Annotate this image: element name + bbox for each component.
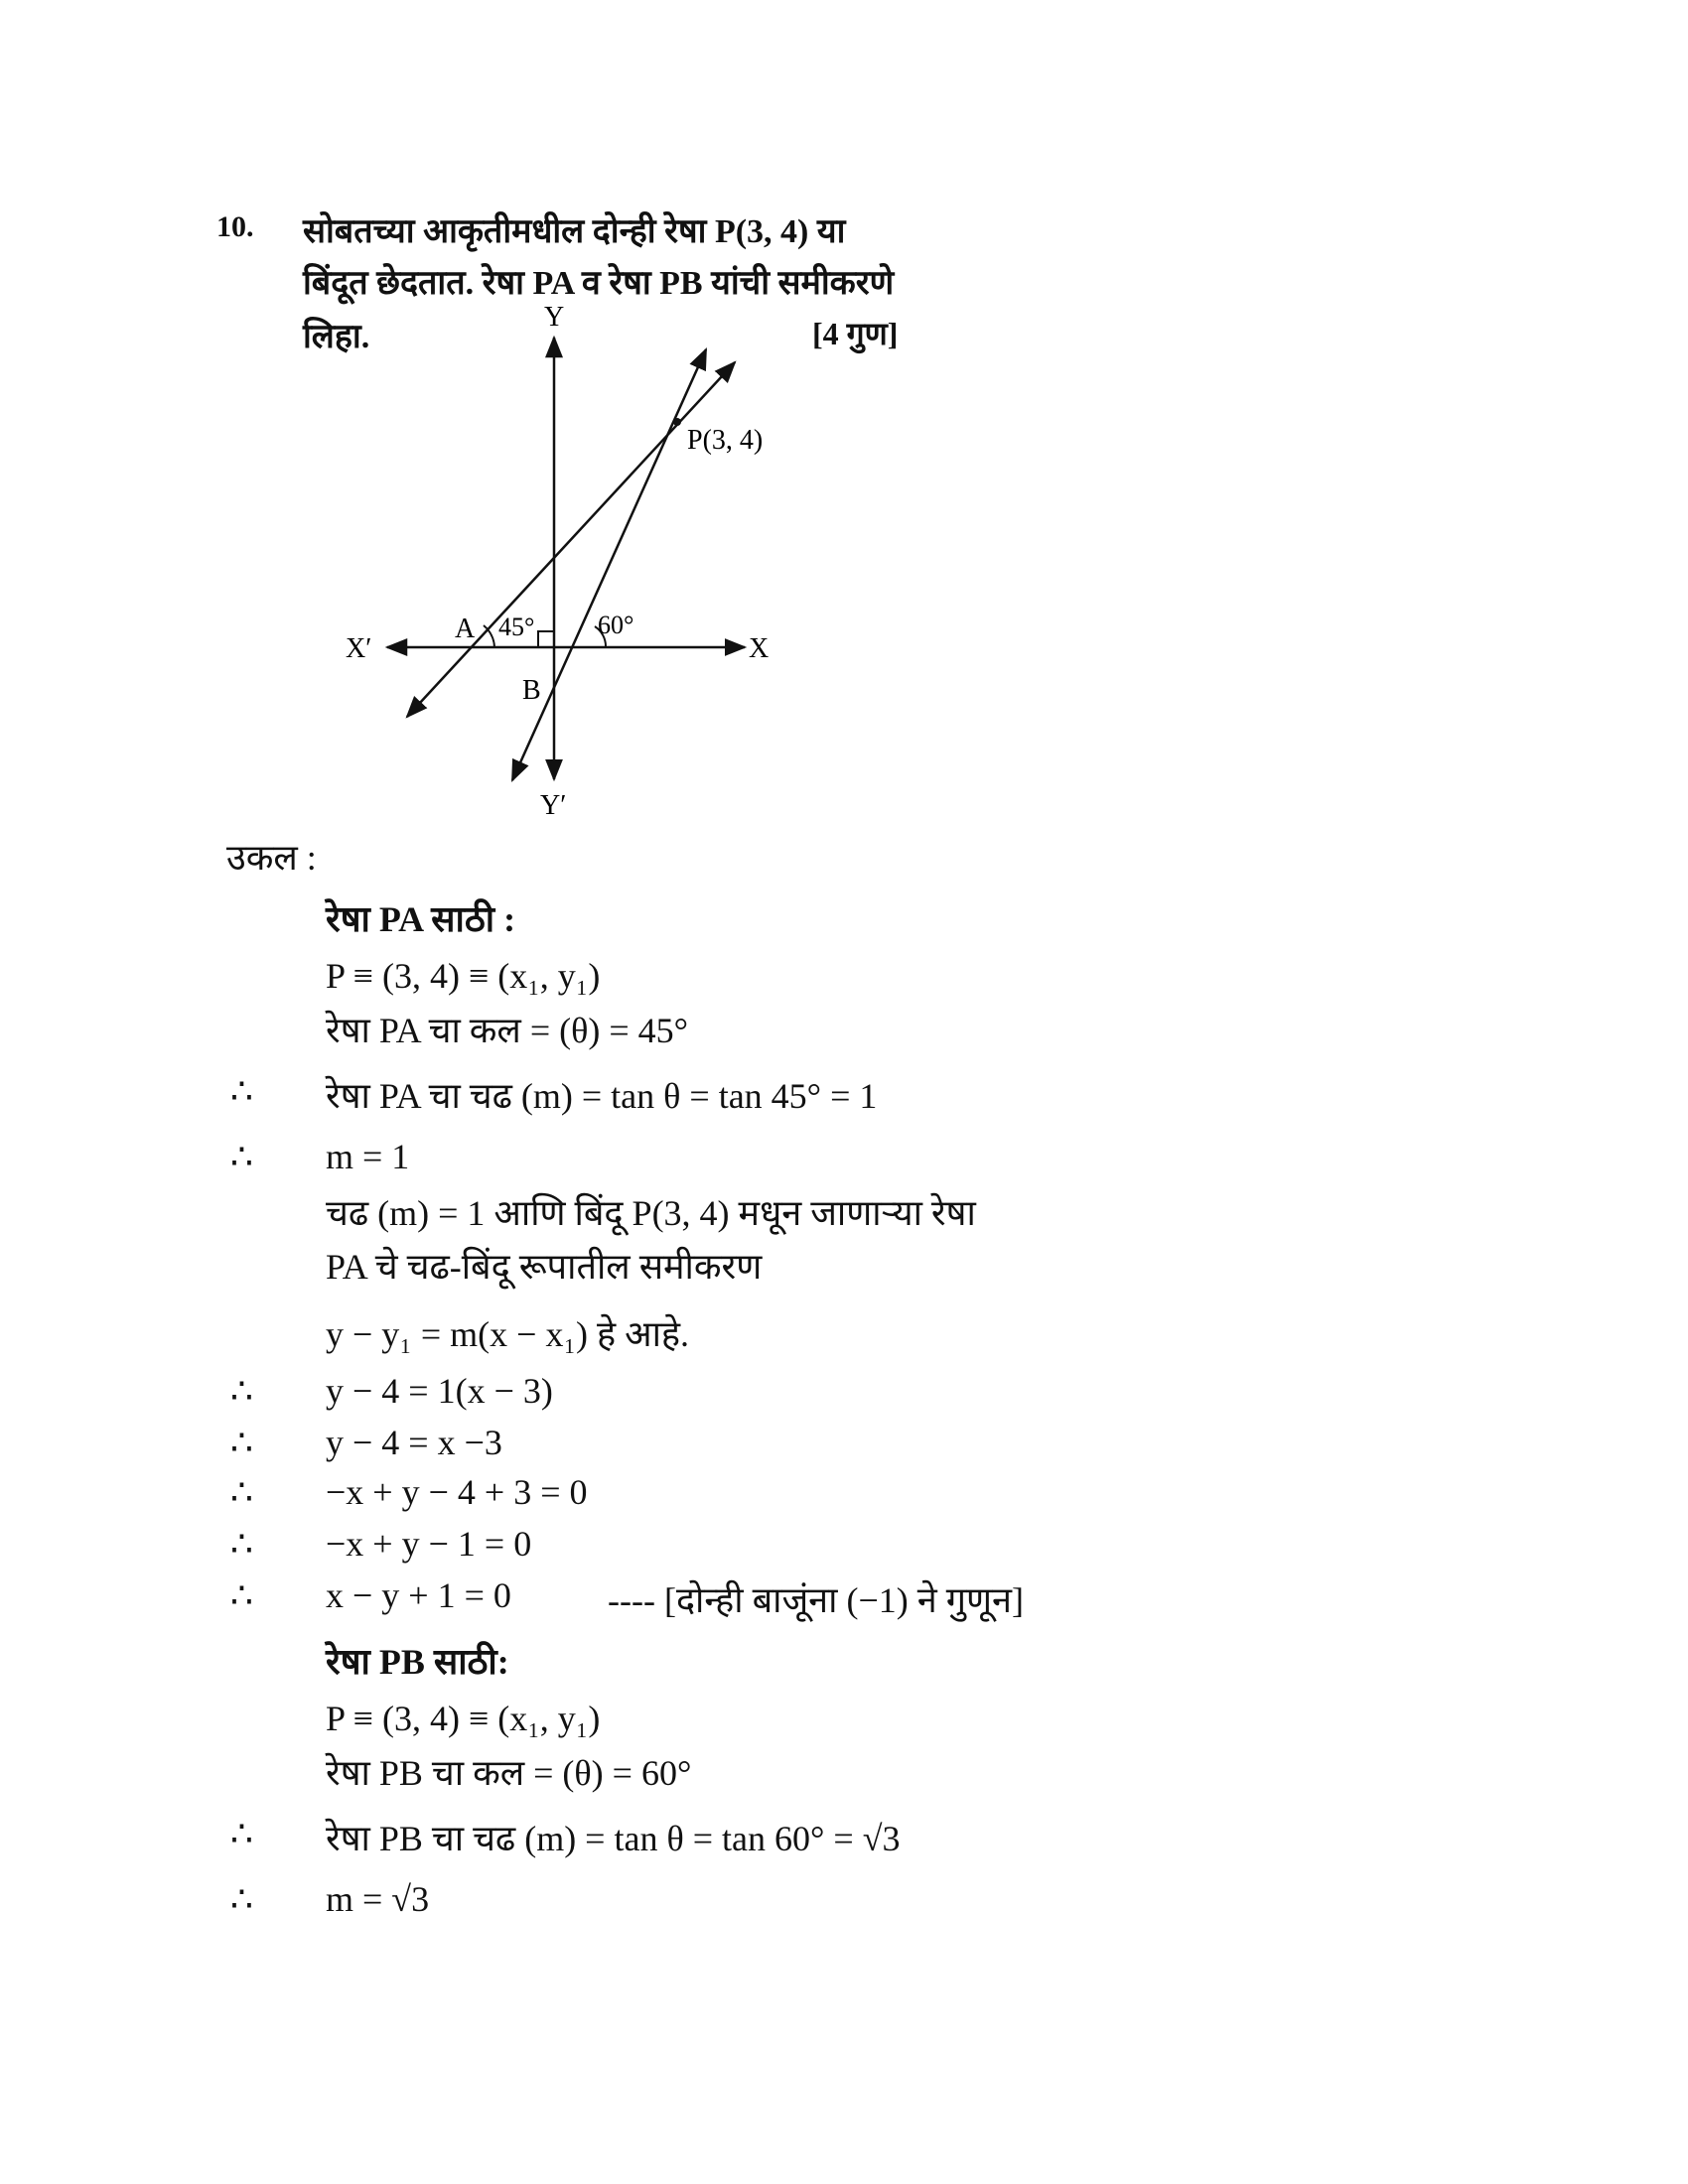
label-x: X [749,633,770,664]
question-marks: [4 गुण] [812,316,899,351]
pa-step-2: रेषा PA चा कल = (θ) = 45° [326,1011,689,1050]
point-p-dot [673,418,681,426]
question-line-3: लिहा. [303,319,370,355]
pa-note: ---- [दोन्ही बाजूंना (−1) ने गुणून] [608,1580,1025,1620]
therefore-symbol: ∴ [230,1423,253,1462]
line-pb [512,349,706,780]
pa-step-8: y − 4 = 1(x − 3) [326,1371,553,1411]
solution-heading: उकल : [226,838,317,878]
therefore-symbol: ∴ [230,1814,253,1853]
coordinate-figure [328,298,824,834]
pb-step-3: रेषा PB चा चढ (m) = tan θ = tan 60° = √3 [326,1819,901,1858]
line-pa [407,362,735,717]
pa-heading: रेषा PA साठी : [326,899,516,939]
label-b: B [522,675,541,706]
pa-step-4: m = 1 [326,1137,410,1176]
label-p: P(3, 4) [687,425,764,456]
pa-step-1: P ≡ (3, 4) ≡ (x₁, y₁) [326,956,601,996]
pa-step-3: रेषा PA चा चढ (m) = tan θ = tan 45° = 1 [326,1076,878,1116]
pa-step-12: x − y + 1 = 0 [326,1575,511,1615]
pb-step-1: P ≡ (3, 4) ≡ (x₁, y₁) [326,1699,601,1738]
label-a: A [455,614,476,644]
question-line-2: बिंदूत छेदतात. रेषा PA व रेषा PB यांची समीकरणे [303,265,895,302]
pa-step-5: चढ (m) = 1 आणि बिंदू P(3, 4) मधून जाणाऱ्या रेषा [326,1193,976,1233]
pa-step-7: y − y₁ = m(x − x₁) हे आहे. [326,1314,690,1354]
pb-heading: रेषा PB साठी: [326,1642,509,1682]
pb-step-4: m = √3 [326,1879,430,1919]
label-x-neg: X′ [346,633,372,664]
pa-step-9: y − 4 = x −3 [326,1423,502,1462]
pa-step-11: −x + y − 1 = 0 [326,1524,532,1564]
therefore-symbol: ∴ [230,1071,253,1111]
therefore-symbol: ∴ [230,1137,253,1176]
question-line-1: सोबतच्या आकृतीमधील दोन्ही रेषा P(3, 4) या [303,213,846,250]
label-angle-a: 45° [498,613,535,641]
pa-step-10: −x + y − 4 + 3 = 0 [326,1472,588,1512]
right-angle-mark [538,631,554,647]
therefore-symbol: ∴ [230,1524,253,1564]
therefore-symbol: ∴ [230,1575,253,1615]
therefore-symbol: ∴ [230,1472,253,1512]
question-number: 10. [216,210,254,243]
pb-step-2: रेषा PB चा कल = (θ) = 60° [326,1753,692,1793]
therefore-symbol: ∴ [230,1879,253,1919]
label-y: Y [544,302,565,333]
label-y-neg: Y′ [540,790,567,821]
pa-step-6: PA चे चढ-बिंदू रूपातील समीकरण [326,1247,763,1287]
label-angle-b: 60° [598,611,634,639]
therefore-symbol: ∴ [230,1371,253,1411]
